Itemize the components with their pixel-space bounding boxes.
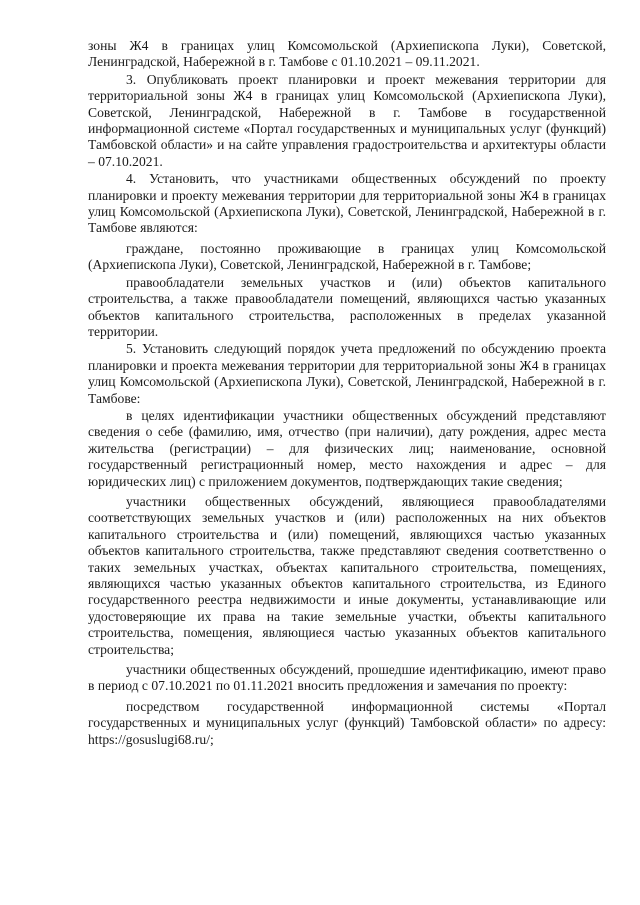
paragraph-item-5: 5. Установить следующий порядок учета предложений по обсуждению проекта планировки и проекта межевания территории для территориальной зоны Ж4 в границах улиц Комсомольской (Архиепископа Луки), Советской, Ленинградской, Набережной в г. Тамбове: [88,341,606,406]
paragraph-right-holders-info: участники общественных обсуждений, являющиеся правообладателями соответствующих земельных участков и (или) расположенных на них объектов капитального строительства и (или) помещений, являющихся частью указанных объектов капитального строительства, также представляют сведения соответственно о таких земельных участках, объектах капитального строительства, помещениях, являющихся частью указанных объектов капитального строительства, из Единого государственного реестра недвижимости и иные документы, устанавливающие или удостоверяющие их права на такие земельные участки, объекты капитального строительства, помещения, являющиеся частью указанных объектов капитального строительства; [88,493,606,657]
paragraph-right-holders: правообладатели земельных участков и (или) объектов капитального строительства, а также правообладатели помещений, являющихся частью указанных объектов капитального строительства, расположенных в пределах указанной территории. [88,274,606,339]
paragraph-item-3: 3. Опубликовать проект планировки и проект межевания территории для территориальной зоны Ж4 в границах улиц Комсомольской (Архиепископа Луки), Советской, Ленинградской, Набережной в г. Тамбове в государственной информационной системе «Портал государственных и муниципальных услуг (функций) Тамбовской области» и на сайте управления градостроительства и архитектуры области – 07.10.2021. [88,71,606,169]
paragraph-item-4: 4. Установить, что участниками общественных обсуждений по проекту планировки и проекту межевания территории для территориальной зоны Ж4 в границах улиц Комсомольской (Архиепископа Луки), Советской, Ленинградской, Набережной в г. Тамбове являются: [88,171,606,236]
paragraph-citizens: граждане, постоянно проживающие в границах улиц Комсомольской (Архиепископа Луки), Советской, Ленинградской, Набережной в г. Тамбове; [88,240,606,273]
document-page [88,38,606,748]
paragraph-portal: посредством государственной информационной системы «Портал государственных и муниципальных услуг (функций) Тамбовской области» по адресу: https://gosuslugi68.ru/; [88,698,606,747]
paragraph-continuation: зоны Ж4 в границах улиц Комсомольской (Архиепископа Луки), Советской, Ленинградской, Набережной в г. Тамбове с 01.10.2021 – 09.11.2021. [88,38,606,70]
paragraph-identification: в целях идентификации участники общественных обсуждений представляют сведения о себе (фамилию, имя, отчество (при наличии), дату рождения, адрес места жительства (регистрации) – для физических лиц; наименование, основной государственный регистрационный номер, место нахождения и адрес – для юридических лиц) с приложением документов, подтверждающих такие сведения; [88,407,606,489]
paragraph-proposal-period: участники общественных обсуждений, прошедшие идентификацию, имеют право в период с 07.10.2021 по 01.11.2021 вносить предложения и замечания по проекту: [88,662,606,694]
